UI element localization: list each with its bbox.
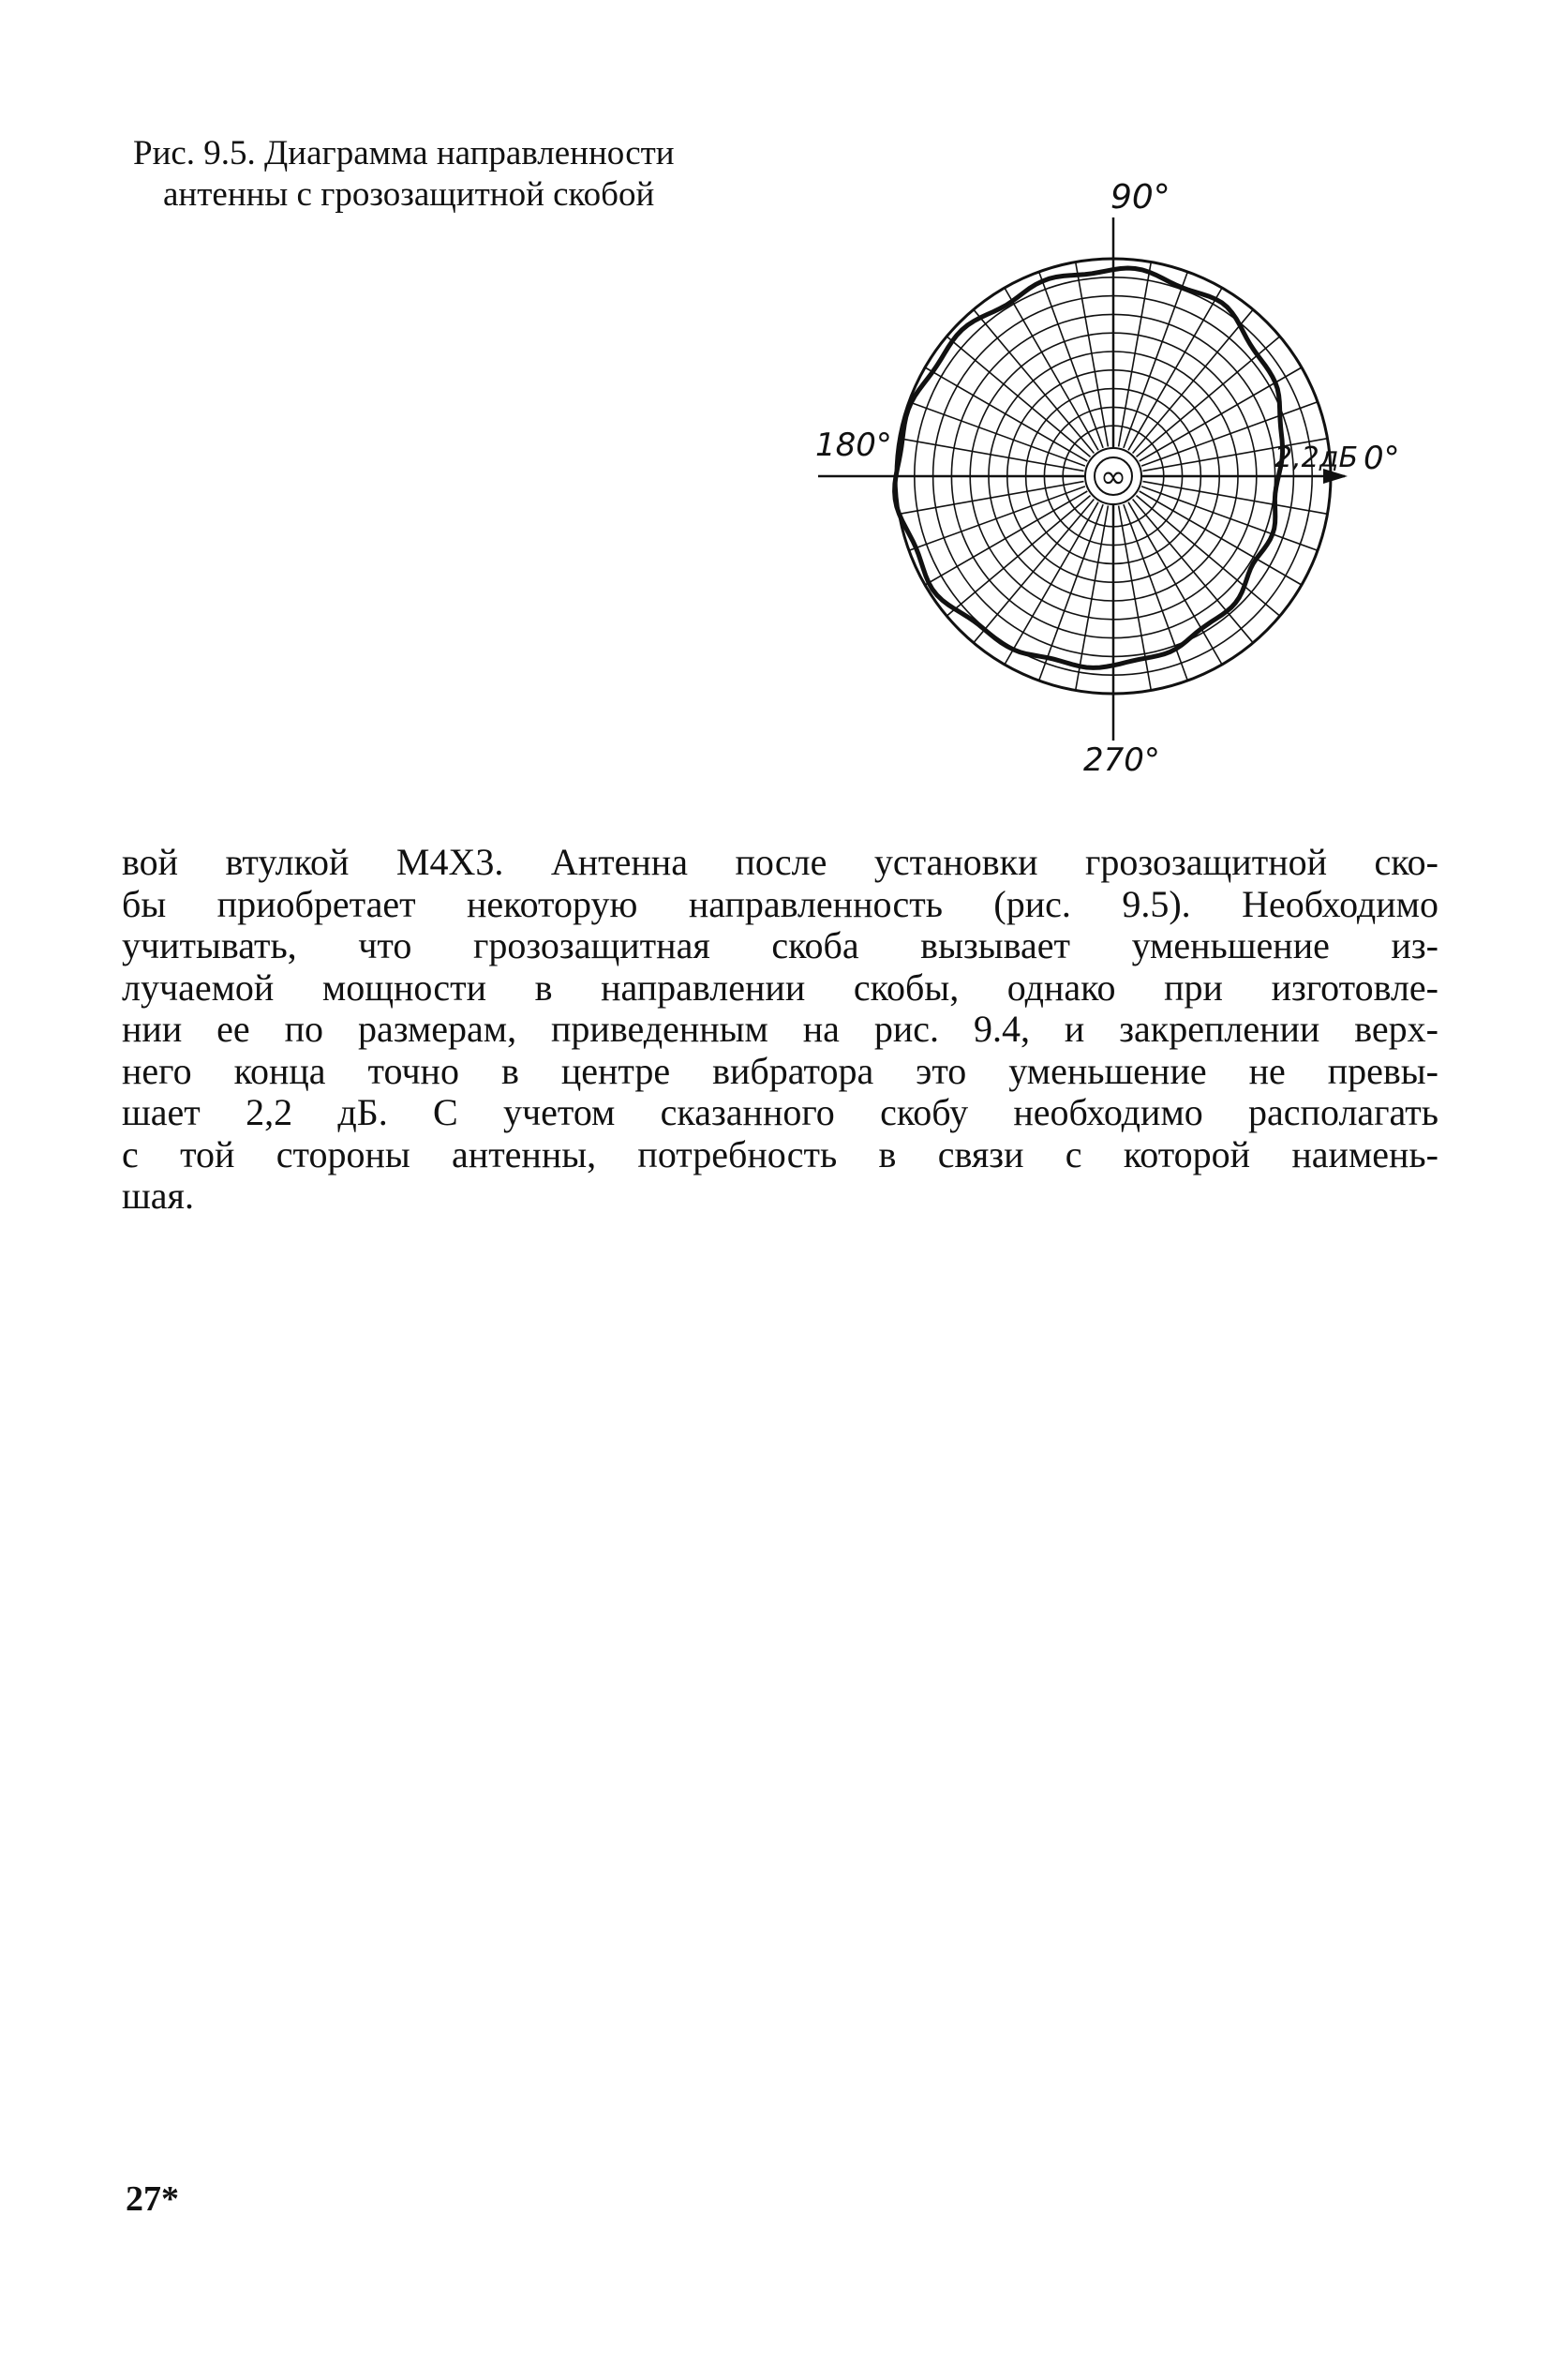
center-hub bbox=[1085, 448, 1141, 504]
label-270-deg: 270° bbox=[1083, 741, 1160, 779]
text-line: бы приобретает некоторую направленность (рис. 9.5). Необходимо bbox=[122, 882, 1438, 925]
text-line: учитывать, что грозозащитная скоба вызывает уменьшение из- bbox=[122, 924, 1438, 966]
label-level-db: 2,2дБ bbox=[1274, 442, 1359, 474]
page-number: 27* bbox=[126, 2179, 179, 2219]
caption-line-1: Рис. 9.5. Диаграмма направленности bbox=[133, 134, 675, 172]
label-0-deg: 0° bbox=[1364, 440, 1400, 477]
text-line: вой втулкой М4Х3. Антенна после установки грозозащитной ско- bbox=[122, 841, 1438, 883]
text-line: лучаемой мощности в направлении скобы, однако при изготовле- bbox=[122, 965, 1438, 1009]
polar-radiation-diagram bbox=[0, 0, 1550, 825]
body-text bbox=[122, 842, 1438, 1218]
caption-line-2: антенны с грозозащитной скобой bbox=[163, 175, 655, 214]
label-90-deg: 90° bbox=[1110, 178, 1170, 217]
infinity-icon: ∞ bbox=[1099, 458, 1127, 496]
text-line: шает 2,2 дБ. С учетом сказанного скобу необходимо располагать bbox=[122, 1091, 1438, 1133]
label-180-deg: 180° bbox=[815, 427, 892, 464]
text-line: нии ее по размерам, приведенным на рис. 9.4, и закреплении верх- bbox=[122, 1008, 1438, 1050]
text-line: с той стороны антенны, потребность в связи с которой наимень- bbox=[122, 1132, 1438, 1175]
text-line: шая. bbox=[122, 1175, 194, 1217]
text-line: него конца точно в центре вибратора это уменьшение не превы- bbox=[122, 1049, 1438, 1092]
